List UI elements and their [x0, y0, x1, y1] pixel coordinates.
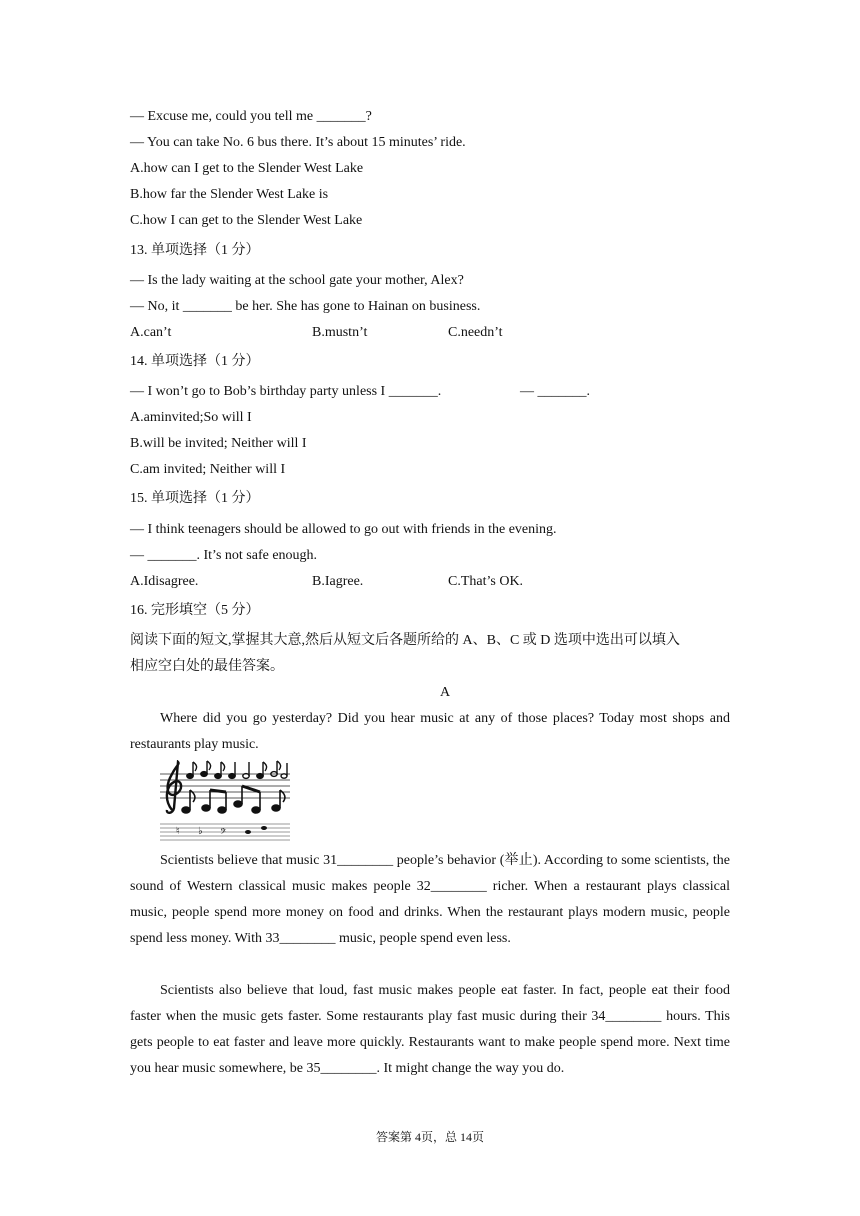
q12-option-a: A.how can I get to the Slender West Lake — [130, 161, 364, 176]
passage-paragraph-1: Where did you go yesterday? Did you hear music at any of those places? Today most shops and restaurants play music. — [130, 711, 730, 752]
passage-label: A — [439, 685, 451, 700]
q12-option-c: C.how I can get to the Slender West Lake — [130, 213, 363, 228]
q15-header: 15. 单项选择（1 分） — [130, 491, 260, 506]
svg-text:♭: ♭ — [198, 826, 203, 837]
q16-header: 16. 完形填空（5 分） — [130, 603, 260, 618]
svg-text:𝄢: 𝄢 — [220, 828, 227, 839]
q14-dialog-line-2: — _______. — [520, 384, 590, 399]
q13-dialog-line-2: — No, it _______ be her. She has gone to Hainan on business. — [130, 299, 481, 314]
q15-dialog-line-2: — _______. It’s not safe enough. — [130, 548, 318, 563]
passage-paragraph-3: Scientists also believe that loud, fast music makes people eat faster. In fact, people eat their food faster when the music gets faster. Some restaurants play fast music during their 34________ hours. This gets people to eat faster and leave more quickly. Restaurants want to make people spend more. Next time you hear music somewhere, be 35________. It might change the way you do. — [130, 983, 730, 1076]
q15-option-b: B.Iagree. — [312, 574, 364, 589]
q12-option-b: B.how far the Slender West Lake is — [130, 187, 329, 202]
q15-dialog-line-1: — I think teenagers should be allowed to go out with friends in the evening. — [130, 522, 557, 537]
q13-option-c: C.needn’t — [448, 325, 503, 340]
q12-dialog-line-2: — You can take No. 6 bus there. It’s about 15 minutes’ ride. — [130, 135, 466, 150]
q12-dialog-line-1: — Excuse me, could you tell me _______? — [130, 109, 372, 124]
passage-paragraph-2: Scientists believe that music 31________ people’s behavior (举止). According to some scientists, the sound of Western classical music makes people 32________ richer. When a restaurant plays classical music, people spend more money on food and drinks. When the restaurant plays modern music, people spend less money. With 33________ music, people spend even less. — [130, 853, 730, 946]
q14-dialog-line-1: — I won’t go to Bob’s birthday party unless I _______. — [130, 384, 442, 399]
q15-option-c: C.That’s OK. — [448, 574, 524, 589]
q15-option-a: A.Idisagree. — [130, 574, 199, 589]
q13-header: 13. 单项选择（1 分） — [130, 243, 260, 258]
q14-option-c: C.am invited; Neither will I — [130, 462, 286, 477]
music-notes-image — [158, 760, 292, 842]
q14-header: 14. 单项选择（1 分） — [130, 354, 260, 369]
q16-instruction-line-1: 阅读下面的短文,掌握其大意,然后从短文后各题所给的 A、B、C 或 D 选项中选出可以填入 — [130, 633, 680, 648]
page-footer: 答案第 4页，总 14页 — [375, 1130, 484, 1144]
svg-text:♮: ♮ — [176, 826, 180, 837]
q13-option-b: B.mustn’t — [312, 325, 368, 340]
q13-option-a: A.can’t — [130, 325, 172, 340]
q14-option-a: A.aminvited;So will I — [130, 410, 252, 425]
q16-instruction-line-2: 相应空白处的最佳答案。 — [130, 659, 284, 674]
q13-dialog-line-1: — Is the lady waiting at the school gate your mother, Alex? — [130, 273, 464, 288]
q14-option-b: B.will be invited; Neither will I — [130, 436, 307, 451]
